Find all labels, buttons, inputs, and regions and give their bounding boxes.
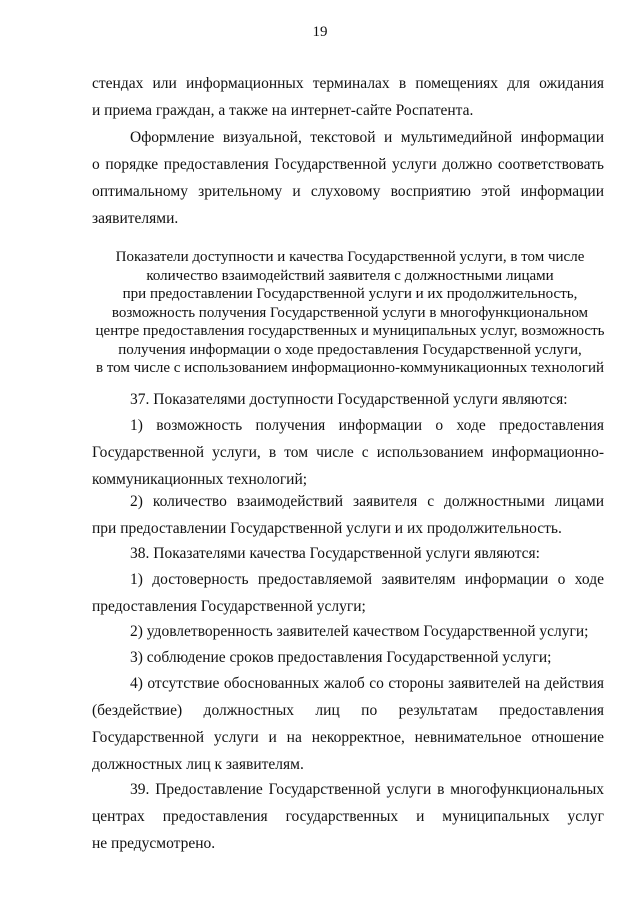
text-line: при предоставлении Государственной услуги и их продолжительность. — [92, 520, 562, 537]
heading-line: в том числе с использованием информационно-коммуникационных технологий — [95, 360, 605, 376]
text-line: 1) возможность получения информации о ходе предоставления — [130, 417, 604, 434]
text-line: о порядке предоставления Государственной услуги должно соответствовать — [92, 156, 604, 173]
text-line: заявителями. — [92, 210, 179, 227]
text-line: 4) отсутствие обоснованных жалоб со стороны заявителей на действия — [130, 675, 604, 692]
paragraph-stands — [92, 70, 604, 124]
item-38-2 — [92, 618, 604, 645]
item-38-1 — [92, 566, 604, 620]
item-38-4 — [92, 670, 604, 778]
text-line: коммуникационных технологий; — [92, 471, 308, 488]
text-line: должностных лиц к заявителям. — [92, 756, 304, 773]
heading-line: получения информации о ходе предоставления Государственной услуги, — [118, 341, 582, 358]
text-line: 2) удовлетворенность заявителей качеством Государственной услуги; — [130, 623, 589, 640]
item-37 — [92, 386, 604, 413]
heading-line: количество взаимодействий заявителя с должностными лицами — [146, 267, 554, 284]
text-line: оптимальному зрительному и слуховому восприятию этой информации — [92, 183, 604, 200]
text-line: 2) количество взаимодействий заявителя с должностными лицами — [130, 493, 604, 510]
text-line: и приема граждан, а также на интернет-сайте Роспатента. — [92, 102, 474, 119]
heading-line: Показатели доступности и качества Государственной услуги, в том числе — [115, 249, 585, 265]
text-line: предоставления Государственной услуги; — [92, 598, 366, 615]
paragraph-information-design — [92, 124, 604, 232]
text-line: 1) достоверность предоставляемой заявителям информации о ходе — [130, 571, 604, 588]
text-line: 3) соблюдение сроков предоставления Государственной услуги; — [130, 649, 552, 666]
page-number: 19 — [312, 24, 328, 40]
item-37-2 — [92, 488, 604, 542]
section-heading — [80, 248, 620, 378]
item-38-3 — [92, 644, 604, 671]
text-line: Государственной услуги, в том числе с использованием информационно- — [92, 444, 604, 461]
heading-line: центре предоставления государственных и муниципальных услуг, возможность — [95, 323, 605, 339]
item-39 — [92, 776, 604, 857]
item-37-1 — [92, 412, 604, 493]
text-line: 37. Показателями доступности Государственной услуги являются: — [130, 391, 568, 408]
text-line: центрах предоставления государственных и муниципальных услуг — [92, 808, 604, 825]
heading-line: возможность получения Государственной услуги в многофункциональном — [111, 304, 589, 321]
text-line: стендах или информационных терминалах в помещениях для ожидания — [92, 75, 604, 92]
text-line: 39. Предоставление Государственной услуги в многофункциональных — [130, 781, 604, 798]
text-line: не предусмотрено. — [92, 835, 216, 852]
heading-line: при предоставлении Государственной услуги и их продолжительность, — [122, 286, 578, 302]
text-line: Государственной услуги и на некорректное, невнимательное отношение — [92, 729, 604, 746]
item-38 — [92, 540, 604, 567]
text-line: (бездействие) должностных лиц по результатам предоставления — [92, 702, 604, 719]
text-line: 38. Показателями качества Государственной услуги являются: — [130, 545, 540, 562]
text-line: Оформление визуальной, текстовой и мультимедийной информации — [130, 129, 604, 146]
